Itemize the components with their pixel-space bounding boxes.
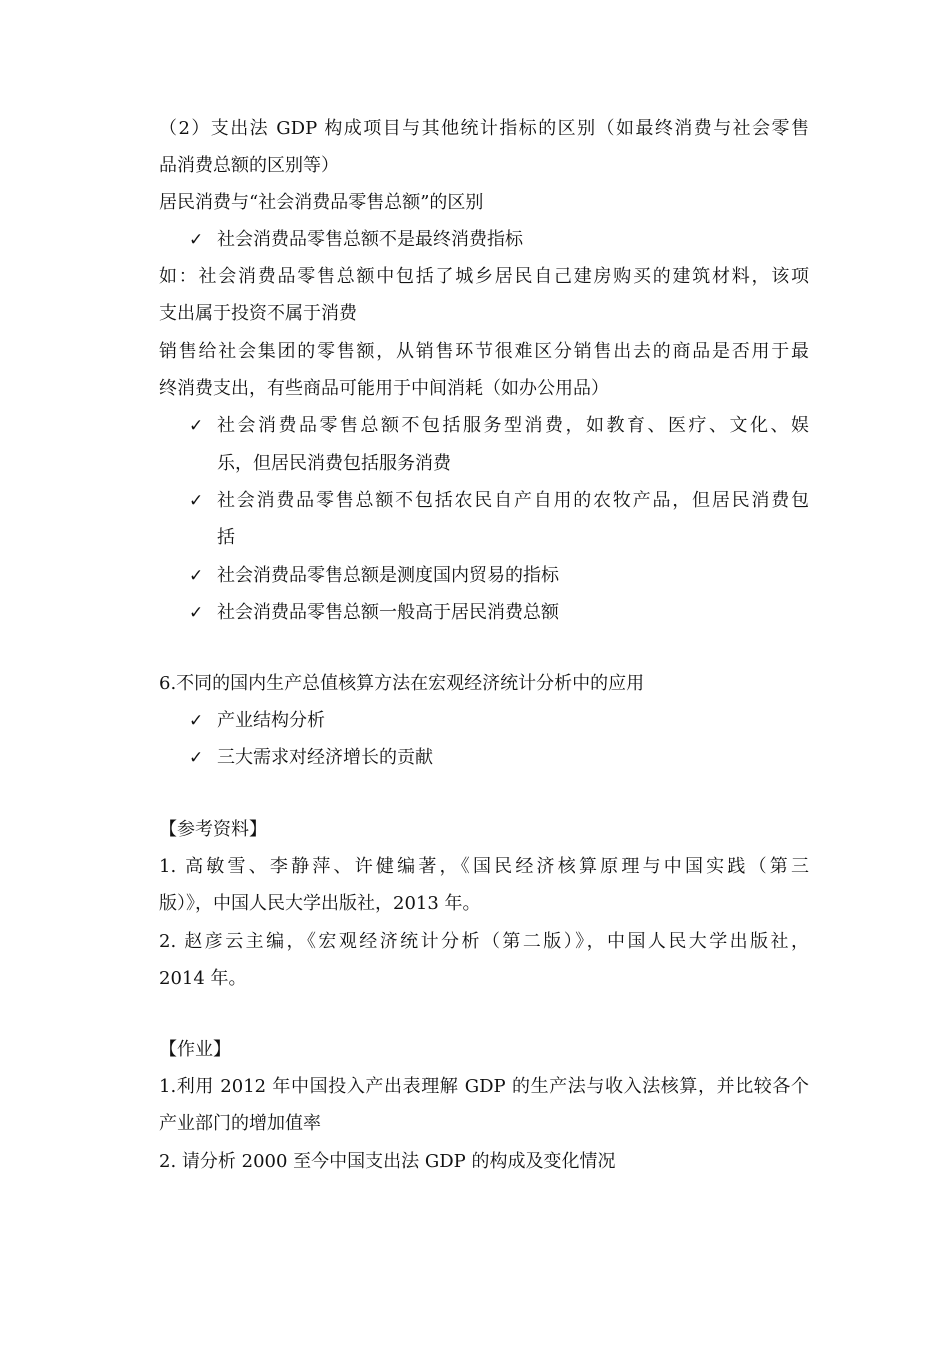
bullet-text: 社会消费品零售总额不是最终消费指标 — [217, 229, 523, 250]
bullet-item — [189, 489, 809, 513]
reference-2-line2: 2014 年。 — [159, 968, 247, 989]
homework-task1-line2: 产业部门的增加值率 — [159, 1113, 321, 1134]
bullet-text: 社会消费品零售总额一般高于居民消费总额 — [217, 602, 559, 623]
bullet-text: 社会消费品零售总额不包括农民自产自用的农牧产品，但居民消费包 — [217, 490, 809, 511]
reference-1-line2: 版）》，中国人民大学出版社，2013 年。 — [159, 893, 481, 914]
section-heading-line1: （2）支出法 GDP 构成项目与其他统计指标的区别（如最终消费与社会零售 — [159, 118, 809, 139]
sales-line2: 终消费支出，有些商品可能用于中间消耗（如办公用品） — [159, 378, 609, 399]
homework-task2: 2. 请分析 2000 至今中国支出法 GDP 的构成及变化情况 — [159, 1151, 616, 1172]
example-line2: 支出属于投资不属于消费 — [159, 303, 357, 324]
bullet-item — [189, 414, 809, 438]
check-mark-icon: ✓ — [189, 230, 204, 250]
bullet-item — [189, 228, 809, 252]
check-mark-icon: ✓ — [189, 748, 204, 768]
check-mark-icon: ✓ — [189, 566, 204, 586]
section-heading-line2: 品消费总额的区别等） — [159, 155, 339, 176]
bullet-text: 社会消费品零售总额是测度国内贸易的指标 — [217, 565, 559, 586]
reference-2-line1: 2. 赵彦云主编，《宏观经济统计分析（第二版）》，中国人民大学出版社， — [159, 931, 809, 952]
homework-heading: 【作业】 — [159, 1039, 231, 1060]
reference-1-line1: 1. 高敏雪、李静萍、许健编著，《国民经济核算原理与中国实践（第三 — [159, 856, 809, 877]
check-mark-icon: ✓ — [189, 603, 204, 623]
bullet-text: 产业结构分析 — [217, 710, 325, 731]
bullet-text-continued: 括 — [217, 527, 235, 548]
bullet-item — [189, 564, 809, 588]
references-heading: 【参考资料】 — [159, 819, 267, 840]
sales-line1: 销售给社会集团的零售额，从销售环节很难区分销售出去的商品是否用于最 — [159, 341, 809, 362]
check-mark-icon: ✓ — [189, 416, 204, 436]
homework-task1-line1: 1.利用 2012 年中国投入产出表理解 GDP 的生产法与收入法核算，并比较各个 — [159, 1076, 809, 1097]
bullet-text-continued: 乐，但居民消费包括服务消费 — [217, 453, 451, 474]
bullet-item — [189, 601, 809, 625]
section6-heading: 6.不同的国内生产总值核算方法在宏观经济统计分析中的应用 — [159, 673, 645, 694]
bullet-item — [189, 746, 809, 770]
bullet-text: 三大需求对经济增长的贡献 — [217, 747, 433, 768]
example-line1: 如：社会消费品零售总额中包括了城乡居民自己建房购买的建筑材料，该项 — [159, 266, 809, 287]
bullet-item — [189, 709, 809, 733]
bullet-text: 社会消费品零售总额不包括服务型消费，如教育、医疗、文化、娱 — [217, 415, 809, 436]
subheading: 居民消费与“社会消费品零售总额”的区别 — [159, 192, 484, 213]
check-mark-icon: ✓ — [189, 491, 204, 511]
check-mark-icon: ✓ — [189, 711, 204, 731]
